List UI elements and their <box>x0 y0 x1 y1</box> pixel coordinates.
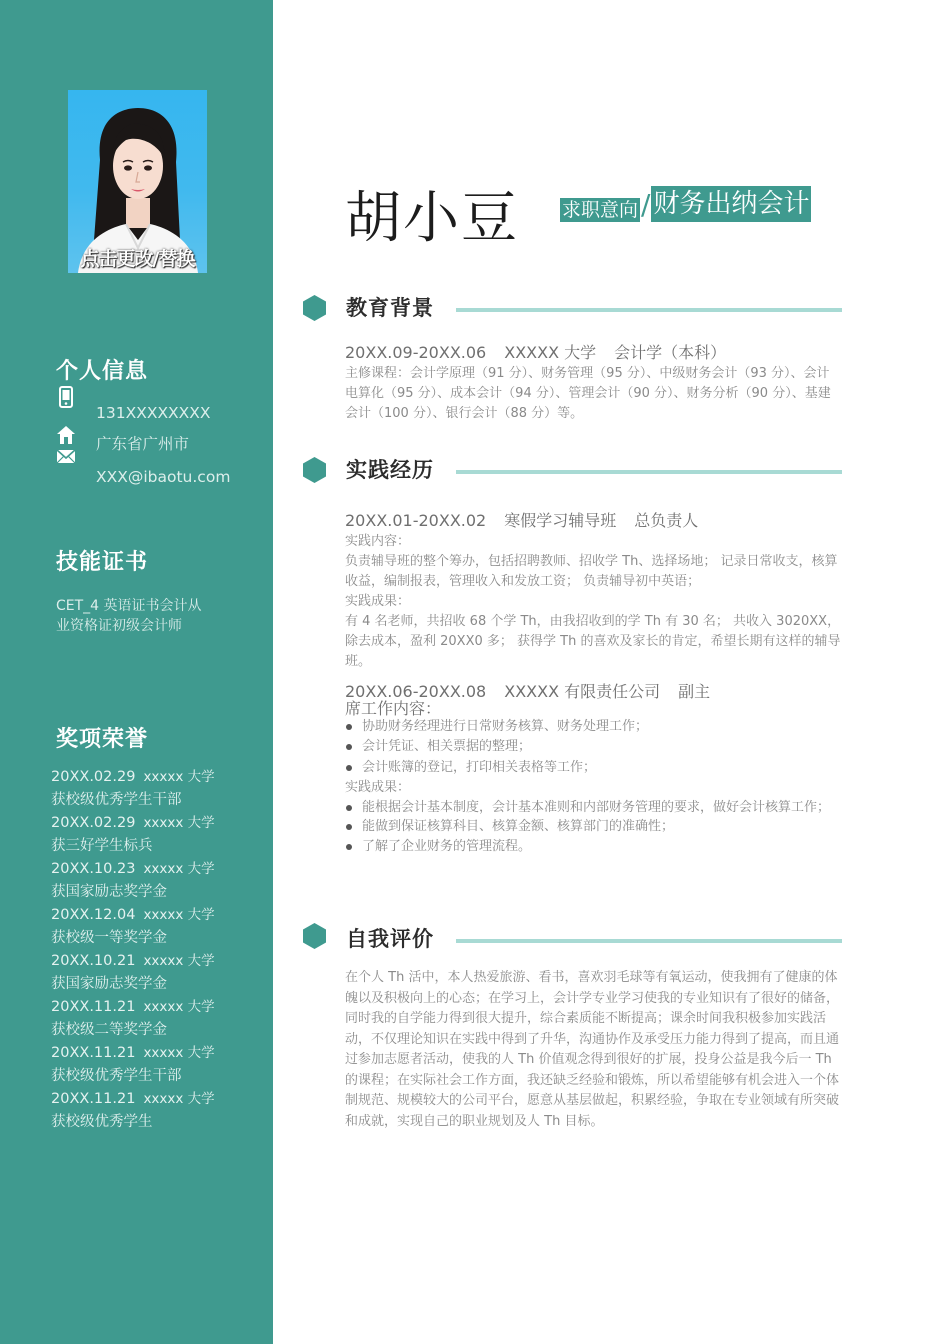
award-name: 获国家励志奖学金 <box>51 884 167 900</box>
job-intent <box>560 186 811 222</box>
self-eval-title: 自我评价 <box>346 927 434 951</box>
award-date: 20XX.10.21 <box>51 953 136 969</box>
self-eval-text: 在个人 Th 活中，本人热爱旅游、看书，喜欢羽毛球等有氧运动，使我拥有了健康的体魄以及积极向上的心态；在学习上，会计学专业学习使我的专业知识有了很好的储备，同时我的自学能力得到很大提升，综合素质能不断提高；课余时间我积极参加实践活动，不仅理论知识在实践中得到了升华，沟通协作及承受压力能力得到了提高，而且通过参加志愿者活动，使我的人 Th 价值观念得到很好的扩展，投身公益是我今后一 Th 的课程；在实际社会工作方面，我还缺乏经验和锻炼，所以希望能够有机会进入一个体制规范、规模较大的公司平台，愿意从基层做起，积累经验，争取在专业领域有所突破和成就，实现自己的职业规划及人 Th 目标。 <box>345 970 840 1129</box>
practice-title: 实践经历 <box>346 458 434 482</box>
practice-1-result-label: 实践成果： <box>345 594 411 609</box>
award-name: 获国家励志奖学金 <box>51 976 167 992</box>
practice-1-role: 总负责人 <box>634 511 699 530</box>
skills-text: CET_4 英语证书会计从业资格证初级会计师 <box>56 598 202 634</box>
practice-entry-1-head <box>345 510 842 532</box>
skills-title: 技能证书 <box>56 550 149 575</box>
award-date: 20XX.02.29 <box>51 769 136 785</box>
phone-icon <box>56 386 76 408</box>
section-divider <box>456 470 842 474</box>
section-divider <box>456 939 842 943</box>
award-name: 获校级一等奖学金 <box>51 930 167 946</box>
practice-1-content: 负责辅导班的整个筹办，包括招聘教师、招收学 Th、选择场地； 记录日常收支，核算收益，编制报表，管理收入和发放工资； 负责辅导初中英语； <box>345 554 838 589</box>
award-school: xxxxx 大学 <box>143 861 215 877</box>
practice-2-role-a: 副主 <box>678 682 711 701</box>
education-school: XXXXX 大学 <box>504 343 597 362</box>
job-intent-value: 财务出纳会计 <box>651 186 811 222</box>
practice-entry-2-head <box>345 683 842 700</box>
bullet-item: 协助财务经理进行日常财务核算、财务处理工作； <box>345 717 842 737</box>
bullet-item: 能根据会计基本制度，会计基本准则和内部财务管理的要求，做好会计核算工作； <box>345 798 842 818</box>
education-heading <box>302 294 842 324</box>
practice-entry-1 <box>345 510 842 672</box>
award-school: xxxxx 大学 <box>143 999 215 1015</box>
practice-2-result-label: 实践成果： <box>345 779 411 795</box>
award-school: xxxxx 大学 <box>143 907 215 923</box>
bullet-item: 会计账簿的登记，打印相关表格等工作； <box>345 758 842 778</box>
award-date: 20XX.12.04 <box>51 907 136 923</box>
bullet-item: 能做到保证核算科目、核算金额、核算部门的准确性； <box>345 817 842 837</box>
mail-icon <box>56 446 76 468</box>
education-courses: 主修课程：会计学原理（91 分）、财务管理（95 分）、中级财务会计（93 分）、会计电算化（95 分）、成本会计（94 分）、管理会计（90 分）、财务分析（90 分）、基建会计（100 分）、银行会计（88 分）等。 <box>345 366 831 421</box>
candidate-name: 胡小豆 <box>345 186 519 251</box>
change-photo-button[interactable]: 点击更改/替换 <box>80 248 195 270</box>
award-name: 获三好学生标兵 <box>51 838 153 854</box>
job-intent-label: 求职意向 <box>562 199 639 221</box>
education-period: 20XX.09-20XX.06 <box>345 343 487 362</box>
award-date: 20XX.11.21 <box>51 999 136 1015</box>
award-date-school <box>51 996 266 1019</box>
practice-heading <box>302 456 842 486</box>
award-date-school <box>51 1042 266 1065</box>
sidebar <box>0 0 273 1344</box>
award-date: 20XX.02.29 <box>51 815 136 831</box>
award-school: xxxxx 大学 <box>143 1091 215 1107</box>
awards-title: 奖项荣誉 <box>56 727 149 752</box>
practice-1-result: 有 4 名老师，共招收 68 个学 Th，由我招收到的学 Th 有 30 名； 共收入 3020XX，除去成本，盈利 20XX0 多； 获得学 Th 的喜欢及家长的肯定，希望长期有这样的辅导班。 <box>345 614 841 669</box>
address: 广东省广州市 <box>96 435 190 453</box>
award-school: xxxxx 大学 <box>143 815 215 831</box>
hexagon-icon <box>302 294 327 322</box>
practice-1-content-label: 实践内容： <box>345 534 411 549</box>
award-date-school <box>51 812 266 835</box>
email: XXX@ibaotu.com <box>96 468 231 486</box>
bullet-item: 会计凭证、相关票据的整理； <box>345 737 842 757</box>
award-date: 20XX.11.21 <box>51 1045 136 1061</box>
job-intent-separator: / <box>641 188 651 221</box>
practice-2-role-b: 席工作内容： <box>345 699 442 718</box>
award-date: 20XX.10.23 <box>51 861 136 877</box>
phone-number: 131XXXXXXXX <box>96 404 211 422</box>
hexagon-icon <box>302 922 327 950</box>
practice-1-org: 寒假学习辅导班 <box>504 511 617 530</box>
practice-2-org: XXXXX 有限责任公司 <box>504 682 661 701</box>
award-name: 获校级二等奖学金 <box>51 1022 167 1038</box>
hexagon-icon <box>302 456 327 484</box>
award-school: xxxxx 大学 <box>143 1045 215 1061</box>
education-major: 会计学（本科） <box>614 343 727 362</box>
profile-photo[interactable] <box>68 90 207 273</box>
award-date-school <box>51 904 266 927</box>
award-school: xxxxx 大学 <box>143 953 215 969</box>
practice-2-period: 20XX.06-20XX.08 <box>345 682 487 701</box>
section-divider <box>456 308 842 312</box>
bullet-item: 了解了企业财务的管理流程。 <box>345 837 842 857</box>
education-title: 教育背景 <box>346 296 434 320</box>
self-eval-block <box>345 968 842 1132</box>
self-eval-heading <box>302 922 842 952</box>
practice-2-results <box>345 798 842 857</box>
award-date-school <box>51 858 266 881</box>
practice-1-period: 20XX.01-20XX.02 <box>345 511 487 530</box>
home-icon <box>56 424 76 446</box>
personal-info-title: 个人信息 <box>56 359 149 384</box>
award-school: xxxxx 大学 <box>143 769 215 785</box>
award-date-school <box>51 766 266 789</box>
award-date: 20XX.11.21 <box>51 1091 136 1107</box>
award-date-school <box>51 1088 266 1111</box>
practice-entry-2 <box>345 683 842 856</box>
award-date-school <box>51 950 266 973</box>
award-name: 获校级优秀学生干部 <box>51 792 182 808</box>
education-block <box>345 342 842 424</box>
award-name: 获校级优秀学生干部 <box>51 1068 182 1084</box>
practice-2-tasks <box>345 717 842 778</box>
award-name: 获校级优秀学生 <box>51 1114 153 1130</box>
awards-list <box>51 766 266 1134</box>
education-entry-head <box>345 342 842 364</box>
